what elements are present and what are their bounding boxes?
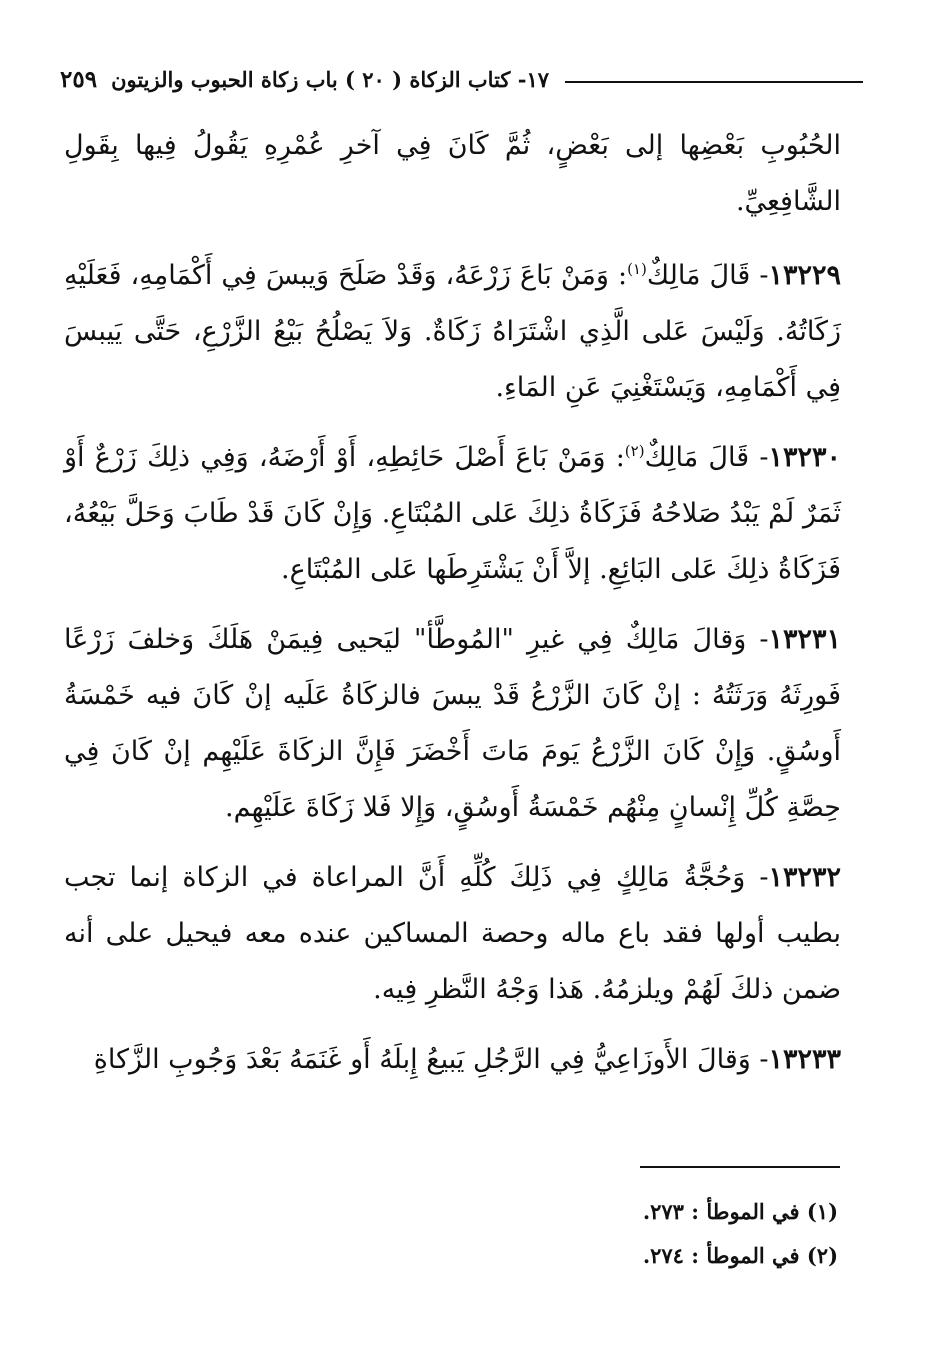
paragraph-text: - وَقالَ مَالِكٌ فِي غيرِ "المُوطَّأ" ليَحيى فِيمَنْ هَلَكَ وَخلفَ زَرْعًا فَورِثَهُ وَرَثَتُهُ : إنْ كَانَ الزَّرْعُ قَدْ يبسَ فالزكَاةُ عَلَيه إنْ كَانَ فيه خَمْسَةُ أَوسُقٍ. وَإِنْ كَانَ الزَّرْعُ يَومَ مَاتَ أَخْضَرَ فَإِنَّ الزكَاةَ عَلَيْهِم إنْ كَانَ فِي حِصَّةِ كُلِّ إِنْسانٍ مِنْهُم خَمْسَةُ أَوسُقٍ، وَإِلا فَلا زَكَاةَ عَلَيْهِم.: [64, 624, 841, 823]
paragraph-lead: - قَالَ مَالِكٌ: [646, 260, 769, 291]
paragraph-text: : وَمَنْ بَاعَ أَصْلَ حَائِطِهِ، أَوْ أَرْضَهُ، وَفِي ذلِكَ زَرْعٌ أَوْ ثَمَرٌ لَمْ يَبْدُ صَلاحُهُ فَزَكَاةُ ذلِكَ عَلى المُبْتَاعِ. وَإِنْ كَانَ قَدْ طَابَ وَحَلَّ بَيْعُهُ، فَزَكَاةُ ذلِكَ عَلى البَائِعِ. إلاَّ أَنْ يَشْتَرِطَها عَلى المُبْتَاعِ.: [64, 442, 841, 585]
footnote-marker: (١): [806, 1199, 838, 1224]
paragraph-number: ١٣٢٣١: [768, 624, 841, 655]
footnotes: [418, 1190, 838, 1278]
footnote-marker: (٢): [806, 1243, 838, 1268]
paragraph-13231: [64, 612, 841, 836]
footnote-text: في الموطأ : ٢٧٤.: [642, 1243, 800, 1268]
paragraph-text: - وَحُجَّةُ مَالِكٍ فِي ذَلِكَ كُلِّهِ أَنَّ المراعاة في الزكاة إنما تجب بطيب أولها فقد باع ماله وحصة المساكين عنده معه فيحيل على أنه ضمن ذلكَ لَهُمْ ويلزمُهُ. هَذا وَجْهُ النَّظرِ فِيه.: [64, 862, 841, 1005]
running-header: [60, 62, 863, 96]
paragraph-13230: [64, 430, 841, 598]
main-text: [64, 118, 841, 1102]
footnote-text: في الموطأ : ٢٧٣.: [642, 1199, 800, 1224]
paragraph-number: ١٣٢٣٣: [768, 1044, 841, 1075]
footnote-item: [418, 1190, 838, 1234]
paragraph-13232: [64, 850, 841, 1018]
paragraph-text: الحُبُوبِ بَعْضِها إلى بَعْضٍ، ثُمَّ كَانَ فِي آخرِ عُمْرِهِ يَقُولُ فِيها بِقَولِ الشَّافِعِيِّ.: [64, 130, 841, 217]
running-title: ١٧- كتاب الزكاة ( ٢٠ ) باب زكاة الحبوب والزيتون: [111, 66, 550, 92]
paragraph-continuation: [64, 118, 841, 230]
paragraph-number: ١٣٢٣٢: [768, 862, 841, 893]
footnote-ref[interactable]: (١): [627, 260, 647, 278]
footnote-divider: [640, 1166, 840, 1168]
paragraph-number: ١٣٢٢٩: [768, 260, 841, 291]
footnote-item: [418, 1234, 838, 1278]
footnote-ref[interactable]: (٢): [624, 442, 645, 460]
paragraph-lead: - قَالَ مَالِكٌ: [644, 442, 769, 473]
paragraph-13229: [64, 248, 841, 416]
paragraph-text: : وَمَنْ بَاعَ زَرْعَهُ، وَقَدْ صَلَحَ وَيبسَ فِي أَكْمَامِهِ، فَعَلَيْهِ زَكَاتُهُ. وَلَيْسَ عَلى الَّذِي اشْتَرَاهُ زَكَاةٌ. وَلاَ يَصْلُحُ بَيْعُ الزَّرْعِ، حَتَّى يَيبسَ فِي أَكْمَامِهِ، وَيَسْتَغْنِيَ عَنِ المَاءِ.: [64, 260, 841, 403]
paragraph-text: - وَقالَ الأَوزَاعِيُّ فِي الرَّجُلِ يَبيعُ إِبلَهُ أَو غَنَمَهُ بَعْدَ وَجُوبِ الزَّكاةِ: [93, 1044, 769, 1075]
page-number: ٢٥٩: [60, 65, 98, 93]
header-rule: [565, 81, 863, 83]
paragraph-number: ١٣٢٣٠: [768, 442, 841, 473]
paragraph-13233: [64, 1032, 841, 1088]
